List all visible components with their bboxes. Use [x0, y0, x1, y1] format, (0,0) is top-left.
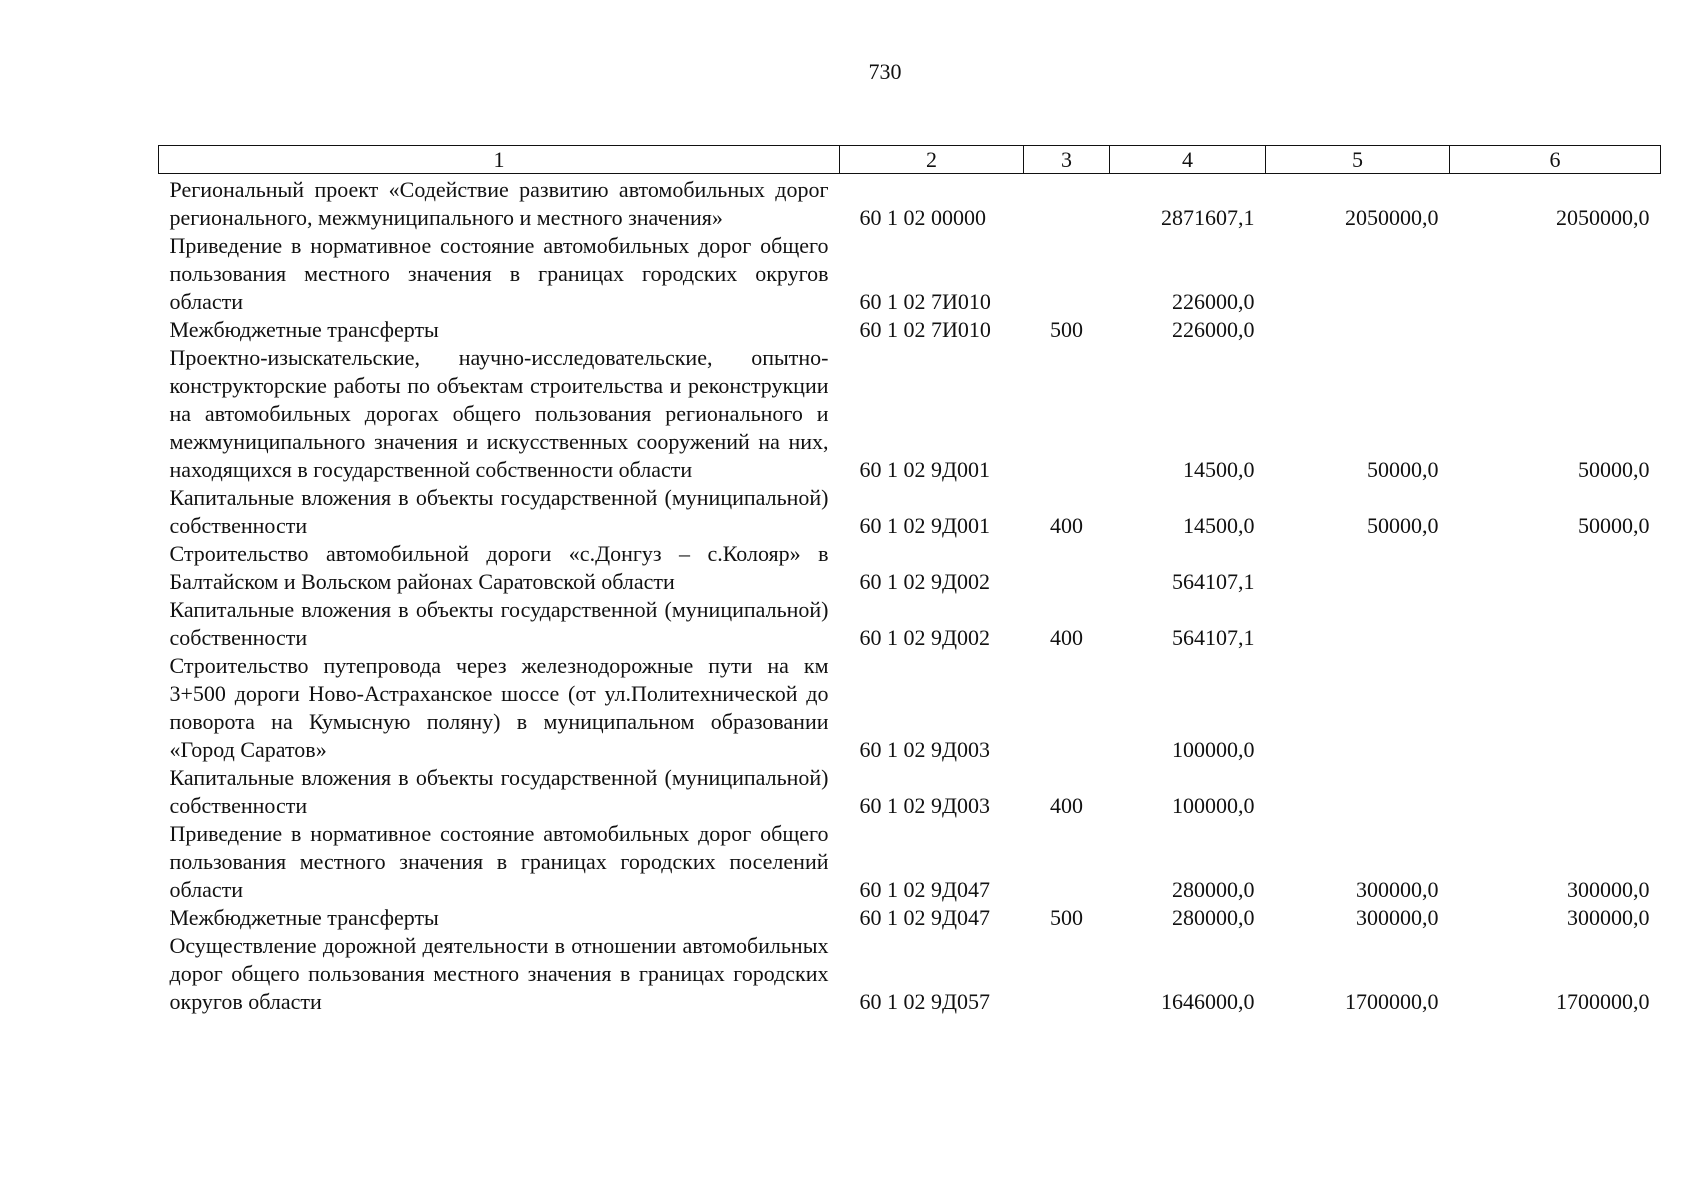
row-value-5-cell — [1266, 652, 1450, 764]
row-type-cell: 400 — [1050, 625, 1083, 650]
row-type-cell — [1024, 932, 1110, 1016]
row-value-5-cell — [1266, 540, 1450, 596]
table-row — [159, 540, 1661, 596]
row-type-cell — [1024, 174, 1110, 233]
row-value-6-cell: 300000,0 — [1567, 877, 1650, 902]
row-type-cell — [1024, 540, 1110, 596]
row-name-cell: Межбюджетные трансферты — [169, 905, 439, 930]
row-type-cell — [1024, 344, 1110, 484]
row-value-6-cell — [1450, 652, 1661, 764]
row-code-cell: 60 1 02 9Д047 — [859, 877, 991, 902]
table-row — [159, 344, 1661, 484]
row-value-4-cell: 564107,1 — [1172, 569, 1255, 594]
row-value-5-cell — [1266, 764, 1450, 820]
row-value-6-cell: 50000,0 — [1578, 457, 1650, 482]
row-code-cell: 60 1 02 9Д003 — [859, 737, 991, 762]
column-header-4: 4 — [1110, 146, 1266, 174]
column-header-3: 3 — [1024, 146, 1110, 174]
row-value-5-cell: 300000,0 — [1356, 877, 1439, 902]
row-code-cell: 60 1 02 9Д057 — [859, 989, 991, 1014]
row-value-4-cell: 280000,0 — [1172, 877, 1255, 902]
row-type-cell: 400 — [1050, 513, 1083, 538]
row-value-4-cell: 100000,0 — [1172, 737, 1255, 762]
table-row — [159, 174, 1661, 233]
row-name-cell: Осуществление дорожной деятельности в отношении автомобильных дорог общего пользования местного значения в границах городских округов области — [169, 933, 829, 1014]
row-value-4-cell: 226000,0 — [1172, 289, 1255, 314]
row-name-cell: Капитальные вложения в объекты государственной (муниципальной) собственности — [169, 597, 829, 650]
row-name-cell: Строительство автомобильной дороги «с.Донгуз – с.Колояр» в Балтайском и Вольском районах Саратовской области — [169, 541, 829, 594]
row-type-cell: 400 — [1050, 793, 1083, 818]
table-row — [159, 820, 1661, 904]
row-code-cell: 60 1 02 9Д002 — [859, 625, 991, 650]
row-code-cell: 60 1 02 7И010 — [859, 317, 991, 342]
table-row — [159, 596, 1661, 652]
row-code-cell: 60 1 02 9Д047 — [859, 905, 991, 930]
table-row — [159, 764, 1661, 820]
row-code-cell: 60 1 02 9Д003 — [859, 793, 991, 818]
row-name-cell: Капитальные вложения в объекты государственной (муниципальной) собственности — [169, 765, 829, 818]
row-value-6-cell — [1450, 764, 1661, 820]
row-name-cell: Капитальные вложения в объекты государственной (муниципальной) собственности — [169, 485, 829, 538]
row-name-cell: Приведение в нормативное состояние автомобильных дорог общего пользования местного значения в границах городских поселений области — [169, 821, 829, 902]
table-row — [159, 904, 1661, 932]
row-type-cell: 500 — [1050, 905, 1083, 930]
row-code-cell: 60 1 02 9Д002 — [859, 569, 991, 594]
table-row — [159, 484, 1661, 540]
row-value-5-cell: 1700000,0 — [1345, 989, 1439, 1014]
row-value-5-cell — [1266, 596, 1450, 652]
budget-table — [158, 145, 1661, 1016]
row-name-cell: Приведение в нормативное состояние автомобильных дорог общего пользования местного значения в границах городских округов области — [169, 233, 829, 314]
row-value-4-cell: 1646000,0 — [1161, 989, 1255, 1014]
column-header-1: 1 — [159, 146, 840, 174]
column-header-5: 5 — [1266, 146, 1450, 174]
row-value-6-cell — [1450, 316, 1661, 344]
row-value-6-cell: 1700000,0 — [1556, 989, 1650, 1014]
table-row — [159, 316, 1661, 344]
row-code-cell: 60 1 02 7И010 — [859, 289, 991, 314]
row-name-cell: Проектно-изыскательские, научно-исследовательские, опытно-конструкторские работы по объектам строительства и реконструкции на автомобильных дорогах общего пользования регионального и межмуниципального значения и искусственных сооружений на них, находящихся в государственной собственности области — [169, 345, 829, 482]
column-header-6: 6 — [1450, 146, 1661, 174]
page-number: 730 — [868, 59, 902, 84]
row-name-cell: Межбюджетные трансферты — [169, 317, 439, 342]
row-code-cell: 60 1 02 9Д001 — [859, 457, 991, 482]
row-value-6-cell: 2050000,0 — [1556, 205, 1650, 230]
row-value-4-cell: 14500,0 — [1183, 457, 1255, 482]
table-row — [159, 232, 1661, 316]
row-code-cell: 60 1 02 9Д001 — [859, 513, 991, 538]
row-value-6-cell: 300000,0 — [1567, 905, 1650, 930]
table-row — [159, 932, 1661, 1016]
row-value-5-cell: 300000,0 — [1356, 905, 1439, 930]
row-type-cell: 500 — [1050, 317, 1083, 342]
table-row — [159, 652, 1661, 764]
row-value-5-cell: 50000,0 — [1367, 513, 1439, 538]
column-header-2: 2 — [840, 146, 1024, 174]
row-value-5-cell: 50000,0 — [1367, 457, 1439, 482]
row-value-6-cell — [1450, 596, 1661, 652]
row-value-5-cell — [1266, 316, 1450, 344]
row-value-5-cell: 2050000,0 — [1345, 205, 1439, 230]
row-name-cell: Строительство путепровода через железнодорожные пути на км 3+500 дороги Ново-Астраханское шоссе (от ул.Политехнической до поворота на Кумысную поляну) в муниципальном образовании «Город Саратов» — [169, 653, 829, 762]
row-value-4-cell: 226000,0 — [1172, 317, 1255, 342]
row-value-6-cell: 50000,0 — [1578, 513, 1650, 538]
row-value-4-cell: 564107,1 — [1172, 625, 1255, 650]
row-value-4-cell: 2871607,1 — [1161, 205, 1255, 230]
row-code-cell: 60 1 02 00000 — [859, 205, 986, 230]
table-header-row — [159, 146, 1661, 174]
row-type-cell — [1024, 232, 1110, 316]
row-type-cell — [1024, 820, 1110, 904]
row-value-6-cell — [1450, 232, 1661, 316]
row-value-6-cell — [1450, 540, 1661, 596]
row-type-cell — [1024, 652, 1110, 764]
row-name-cell: Региональный проект «Содействие развитию автомобильных дорог регионального, межмуниципального и местного значения» — [169, 177, 829, 230]
row-value-4-cell: 100000,0 — [1172, 793, 1255, 818]
row-value-5-cell — [1266, 232, 1450, 316]
row-value-4-cell: 280000,0 — [1172, 905, 1255, 930]
row-value-4-cell: 14500,0 — [1183, 513, 1255, 538]
